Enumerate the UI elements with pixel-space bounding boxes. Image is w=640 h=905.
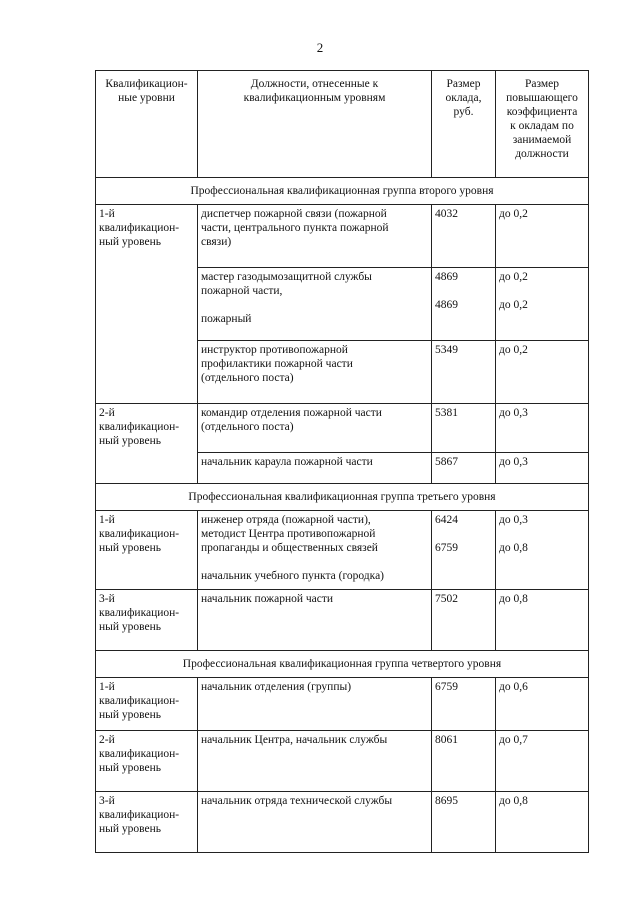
spacer bbox=[435, 284, 492, 298]
coefficient-value: до 0,8 bbox=[499, 542, 528, 554]
spacer bbox=[201, 555, 428, 569]
position-name: мастер газодымозащитной службы пожарной части, bbox=[201, 271, 372, 297]
table-body bbox=[96, 178, 589, 853]
salary-value: 5381 bbox=[435, 407, 458, 419]
salary-value: 8695 bbox=[435, 795, 458, 807]
salary-value: 6759 bbox=[435, 542, 458, 554]
group-row bbox=[96, 651, 589, 678]
position-name-cell bbox=[198, 453, 432, 484]
position-name: начальник пожарной части bbox=[201, 593, 334, 605]
position-name: инструктор противопожарной профилактики пожарной части (отдельного поста) bbox=[201, 344, 353, 384]
salary-value-cell bbox=[432, 511, 496, 590]
coefficient-value: до 0,2 bbox=[499, 299, 528, 311]
position-name-cell bbox=[198, 590, 432, 651]
coefficient-value-cell bbox=[496, 590, 589, 651]
coefficient-value-cell bbox=[496, 731, 589, 792]
coefficient-value-cell bbox=[496, 404, 589, 453]
salary-value: 5867 bbox=[435, 456, 458, 468]
qualification-level: 2-й квалификацион- ный уровень bbox=[96, 404, 198, 484]
position-name-cell bbox=[198, 511, 432, 590]
salary-value: 4869 bbox=[435, 299, 458, 311]
table-row bbox=[96, 792, 589, 853]
position-name: инженер отряда (пожарной части), методист Центра противопожарной пропаганды и общественных связей bbox=[201, 514, 378, 554]
table-row bbox=[96, 678, 589, 731]
position-name-cell bbox=[198, 731, 432, 792]
coefficient-value: до 0,2 bbox=[499, 208, 528, 220]
position-name: начальник Центра, начальник службы bbox=[201, 734, 388, 746]
qualification-level: 2-й квалификацион- ный уровень bbox=[96, 731, 198, 792]
header-coefficient: Размер повышающего коэффициента к окладам по занимаемой должности bbox=[496, 71, 589, 178]
spacer bbox=[499, 284, 585, 298]
header-salary: Размер оклада, руб. bbox=[432, 71, 496, 178]
spacer bbox=[435, 527, 492, 541]
coefficient-value-cell bbox=[496, 453, 589, 484]
qualification-level: 1-й квалификацион- ный уровень bbox=[96, 205, 198, 404]
table-row bbox=[96, 590, 589, 651]
coefficient-value: до 0,3 bbox=[499, 407, 528, 419]
salary-value: 4869 bbox=[435, 271, 458, 283]
coefficient-value: до 0,8 bbox=[499, 593, 528, 605]
coefficient-value: до 0,6 bbox=[499, 681, 528, 693]
salary-value-cell bbox=[432, 792, 496, 853]
coefficient-value-cell bbox=[496, 678, 589, 731]
coefficient-value-cell bbox=[496, 341, 589, 404]
coefficient-value: до 0,7 bbox=[499, 734, 528, 746]
salary-value: 5349 bbox=[435, 344, 458, 356]
qualification-level: 3-й квалификацион- ный уровень bbox=[96, 590, 198, 651]
position-name: пожарный bbox=[201, 313, 252, 325]
group-row bbox=[96, 484, 589, 511]
salary-value-cell bbox=[432, 453, 496, 484]
coefficient-value-cell bbox=[496, 268, 589, 341]
coefficient-value-cell bbox=[496, 205, 589, 268]
table-row bbox=[96, 731, 589, 792]
coefficient-value: до 0,2 bbox=[499, 344, 528, 356]
coefficient-value-cell bbox=[496, 511, 589, 590]
coefficient-value-cell bbox=[496, 792, 589, 853]
table-header-row bbox=[96, 71, 589, 178]
group-title: Профессиональная квалификационная группа четвертого уровня bbox=[96, 651, 589, 678]
coefficient-value: до 0,3 bbox=[499, 514, 528, 526]
table-row bbox=[96, 404, 589, 453]
position-name: начальник отряда технической службы bbox=[201, 795, 393, 807]
qualification-level: 3-й квалификацион- ный уровень bbox=[96, 792, 198, 853]
salary-value: 7502 bbox=[435, 593, 458, 605]
position-name-cell bbox=[198, 268, 432, 341]
spacer bbox=[499, 527, 585, 541]
coefficient-value: до 0,8 bbox=[499, 795, 528, 807]
position-name: начальник отделения (группы) bbox=[201, 681, 352, 693]
position-name-cell bbox=[198, 205, 432, 268]
position-name: начальник караула пожарной части bbox=[201, 456, 373, 468]
qualification-level: 1-й квалификацион- ный уровень bbox=[96, 678, 198, 731]
spacer bbox=[201, 298, 428, 312]
page-number: 2 bbox=[316, 40, 324, 55]
coefficient-value: до 0,3 bbox=[499, 456, 528, 468]
salary-value-cell bbox=[432, 205, 496, 268]
coefficient-value: до 0,2 bbox=[499, 271, 528, 283]
position-name-cell bbox=[198, 341, 432, 404]
position-name: диспетчер пожарной связи (пожарной части, центрального пункта пожарной связи) bbox=[201, 208, 389, 248]
group-title: Профессиональная квалификационная группа второго уровня bbox=[96, 178, 589, 205]
salary-value-cell bbox=[432, 590, 496, 651]
table-row bbox=[96, 205, 589, 268]
salary-value: 4032 bbox=[435, 208, 458, 220]
position-name-cell bbox=[198, 792, 432, 853]
salary-value: 8061 bbox=[435, 734, 458, 746]
position-name-cell bbox=[198, 678, 432, 731]
header-positions: Должности, отнесенные к квалификационным уровням bbox=[198, 71, 432, 178]
salary-value: 6759 bbox=[435, 681, 458, 693]
salary-value-cell bbox=[432, 268, 496, 341]
salary-value-cell bbox=[432, 341, 496, 404]
position-name: командир отделения пожарной части (отдельного поста) bbox=[201, 407, 382, 433]
header-qualification-levels: Квалификацион- ные уровни bbox=[96, 71, 198, 178]
qualification-level: 1-й квалификацион- ный уровень bbox=[96, 511, 198, 590]
position-name: начальник учебного пункта (городка) bbox=[201, 570, 385, 582]
table-row bbox=[96, 511, 589, 590]
salary-value: 6424 bbox=[435, 514, 458, 526]
salary-value-cell bbox=[432, 404, 496, 453]
group-title: Профессиональная квалификационная группа третьего уровня bbox=[96, 484, 589, 511]
salary-value-cell bbox=[432, 731, 496, 792]
salary-table bbox=[95, 70, 589, 853]
salary-value-cell bbox=[432, 678, 496, 731]
position-name-cell bbox=[198, 404, 432, 453]
group-row bbox=[96, 178, 589, 205]
